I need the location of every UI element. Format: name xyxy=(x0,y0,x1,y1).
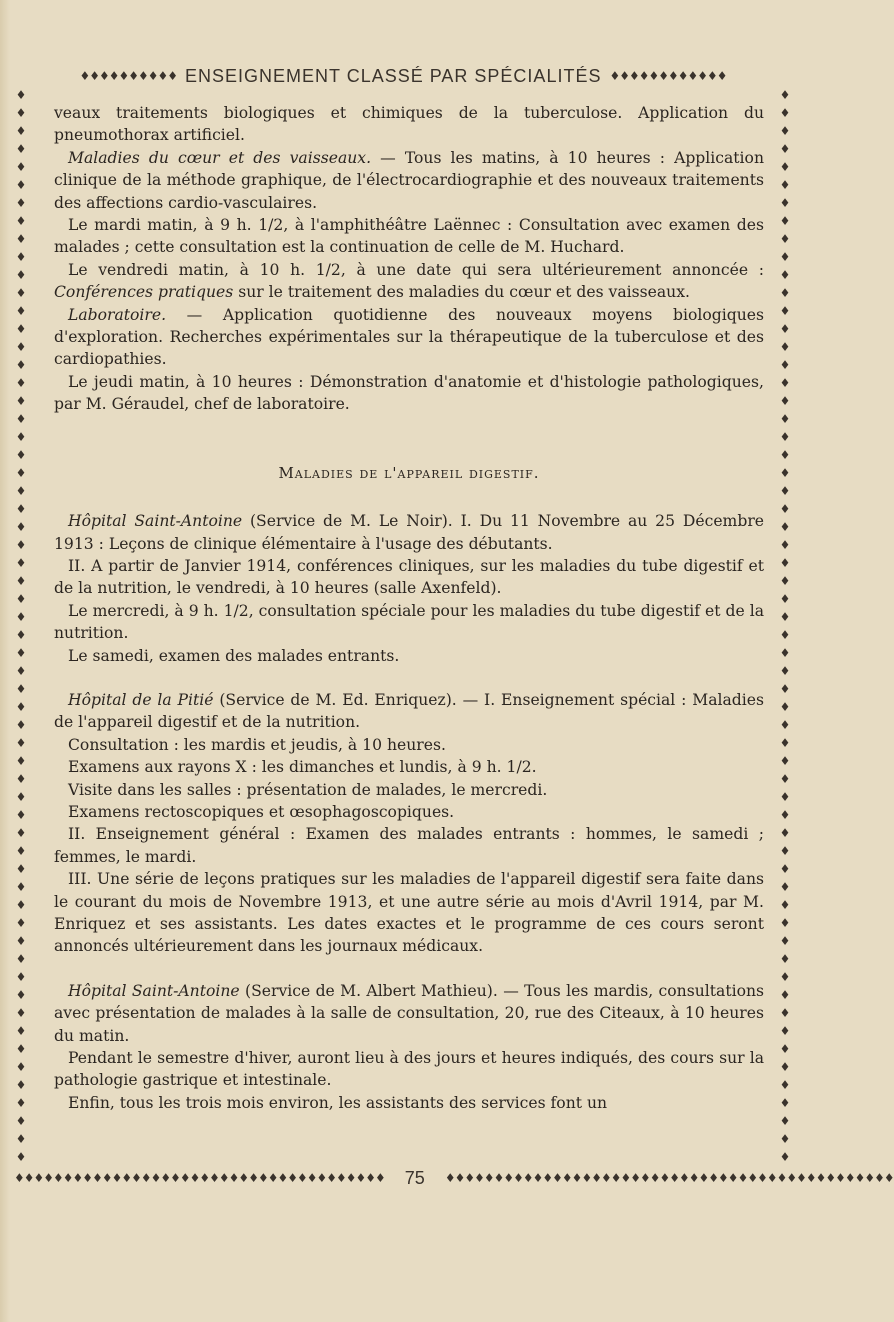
paragraph: Le samedi, examen des malades entrants. xyxy=(68,646,400,665)
spacer xyxy=(54,667,764,689)
paragraph: Pendant le semestre d'hiver, auront lieu à des jours et heures indiqués, des cours sur la pathologie gastrique et intestinale. xyxy=(54,1049,764,1090)
paragraph xyxy=(54,980,764,1047)
paragraph-text: Le vendredi matin, à 10 h. 1/2, à une date qui sera ultérieurement annoncée : xyxy=(68,260,764,279)
footer-ornament-left: ♦♦♦♦♦♦♦♦♦♦♦♦♦♦♦♦♦♦♦♦♦♦♦♦♦♦♦♦♦♦♦♦♦♦♦♦♦♦ xyxy=(14,1171,385,1185)
page-number: 75 xyxy=(404,1167,425,1188)
page-edge xyxy=(0,0,10,1322)
header-ornament-right: ♦♦♦♦♦♦♦♦♦♦♦♦ xyxy=(609,69,727,83)
section-title: Maladies de l'appareil digestif. xyxy=(278,463,540,482)
paragraph-text: — Tous les matins, à 10 heures : Application clinique de la méthode graphique, de l'électrocardiographie et des nouveaux traitements des affections cardio-vasculaires. xyxy=(54,148,764,212)
paragraph-text: (Service de M. Ed. Enriquez). — I. Enseignement spécial : Maladies de l'appareil digestif et de la nutrition. xyxy=(54,690,764,732)
spacer xyxy=(54,958,764,980)
paragraph: Visite dans les salles : présentation de malades, le mercredi. xyxy=(68,780,548,799)
page-body xyxy=(54,102,764,1114)
paragraph: Enfin, tous les trois mois environ, les assistants des services font un xyxy=(68,1093,608,1112)
left-border-ornament: ♦ ♦ ♦ ♦ ♦ ♦ ♦ ♦ ♦ ♦ ♦ ♦ ♦ ♦ ♦ ♦ ♦ ♦ ♦ ♦ ♦ ♦ ♦ ♦ ♦ ♦ ♦ ♦ ♦ ♦ ♦ ♦ ♦ ♦ ♦ ♦ ♦ ♦ ♦ ♦ ♦ ♦ ♦ ♦ ♦ ♦ ♦ ♦ ♦ ♦ ♦ ♦ ♦ ♦ ♦ ♦ ♦ ♦ ♦ ♦ xyxy=(15,88,27,1164)
emphasis: Conférences pratiques xyxy=(54,283,234,302)
paragraph-text: (Service de M. Le Noir). I. Du 11 Novembre au 25 Décembre 1913 : Leçons de clinique élémentaire à l'usage des débutants. xyxy=(54,512,765,553)
paragraph: II. Enseignement général : Examen des malades entrants : hommes, le samedi ; femmes, le mardi. xyxy=(54,825,764,866)
paragraph xyxy=(54,304,764,371)
hospital-name: Hôpital de la Pitié xyxy=(68,690,214,709)
paragraph xyxy=(54,689,764,734)
running-title: ENSEIGNEMENT CLASSÉ PAR SPÉCIALITÉS xyxy=(185,65,602,86)
paragraph xyxy=(54,147,764,214)
paragraph: Le mercredi, à 9 h. 1/2, consultation spéciale pour les maladies du tube digestif et de la nutrition. xyxy=(54,601,764,643)
hospital-name: Hôpital Saint-Antoine xyxy=(68,981,240,1000)
paragraph xyxy=(54,259,764,304)
footer-ornament-right: ♦♦♦♦♦♦♦♦♦♦♦♦♦♦♦♦♦♦♦♦♦♦♦♦♦♦♦♦♦♦♦♦♦♦♦♦♦♦♦♦♦♦♦♦♦♦ xyxy=(444,1171,894,1185)
header-ornament-left: ♦♦♦♦♦♦♦♦♦♦ xyxy=(79,69,178,83)
paragraph: Examens aux rayons X : les dimanches et lundis, à 9 h. 1/2. xyxy=(68,758,537,777)
right-border-ornament: ♦ ♦ ♦ ♦ ♦ ♦ ♦ ♦ ♦ ♦ ♦ ♦ ♦ ♦ ♦ ♦ ♦ ♦ ♦ ♦ ♦ ♦ ♦ ♦ ♦ ♦ ♦ ♦ ♦ ♦ ♦ ♦ ♦ ♦ ♦ ♦ ♦ ♦ ♦ ♦ ♦ ♦ ♦ ♦ ♦ ♦ ♦ ♦ ♦ ♦ ♦ ♦ ♦ ♦ ♦ ♦ ♦ ♦ ♦ ♦ xyxy=(779,88,791,1164)
paragraph: III. Une série de leçons pratiques sur les maladies de l'appareil digestif sera faite dans le courant du mois de Novembre 1913, et une autre série au mois d'Avril 1914, par M. Enriquez et ses assistants. Les dates exactes et le programme de ces cours seront annoncés ultérieurement dans les journaux médicaux. xyxy=(54,870,764,956)
paragraph: veaux traitements biologiques et chimiques de la tuberculose. Application du pneumothorax artificiel. xyxy=(54,104,764,145)
page-frame xyxy=(14,64,894,1190)
paragraph: Le mardi matin, à 9 h. 1/2, à l'amphithéâtre Laënnec : Consultation avec examen des malades ; cette consultation est la continuation de celle de M. Huchard. xyxy=(54,216,764,257)
paragraph-text: sur le traitement des maladies du cœur et des vaisseaux. xyxy=(233,283,690,302)
paragraph-text: (Service de M. Albert Mathieu). — Tous les mardis, consultations avec présentation de malades à la salle de consultation, 20, rue des Citeaux, à 10 heures du matin. xyxy=(54,981,765,1045)
paragraph xyxy=(54,510,764,555)
paragraph: II. A partir de Janvier 1914, conférences cliniques, sur les maladies du tube digestif et de la nutrition, le vendredi, à 10 heures (salle Axenfeld). xyxy=(54,556,764,598)
paragraph: Examens rectoscopiques et œsophagoscopiques. xyxy=(68,802,455,821)
paragraph: Le jeudi matin, à 10 heures : Démonstration d'anatomie et d'histologie pathologiques, par M. Géraudel, chef de laboratoire. xyxy=(54,372,764,414)
paragraph-text: — Application quotidienne des nouveaux moyens biologiques d'exploration. Recherches expérimentales sur la thérapeutique de la tuberculose et des cardiopathies. xyxy=(54,305,764,369)
subheading: Laboratoire. xyxy=(68,305,167,324)
header-border xyxy=(14,64,792,88)
subheading: Maladies du cœur et des vaisseaux. xyxy=(68,148,372,167)
paragraph: Consultation : les mardis et jeudis, à 10 heures. xyxy=(68,735,446,754)
footer-border xyxy=(14,1166,894,1190)
hospital-name: Hôpital Saint-Antoine xyxy=(68,512,243,531)
